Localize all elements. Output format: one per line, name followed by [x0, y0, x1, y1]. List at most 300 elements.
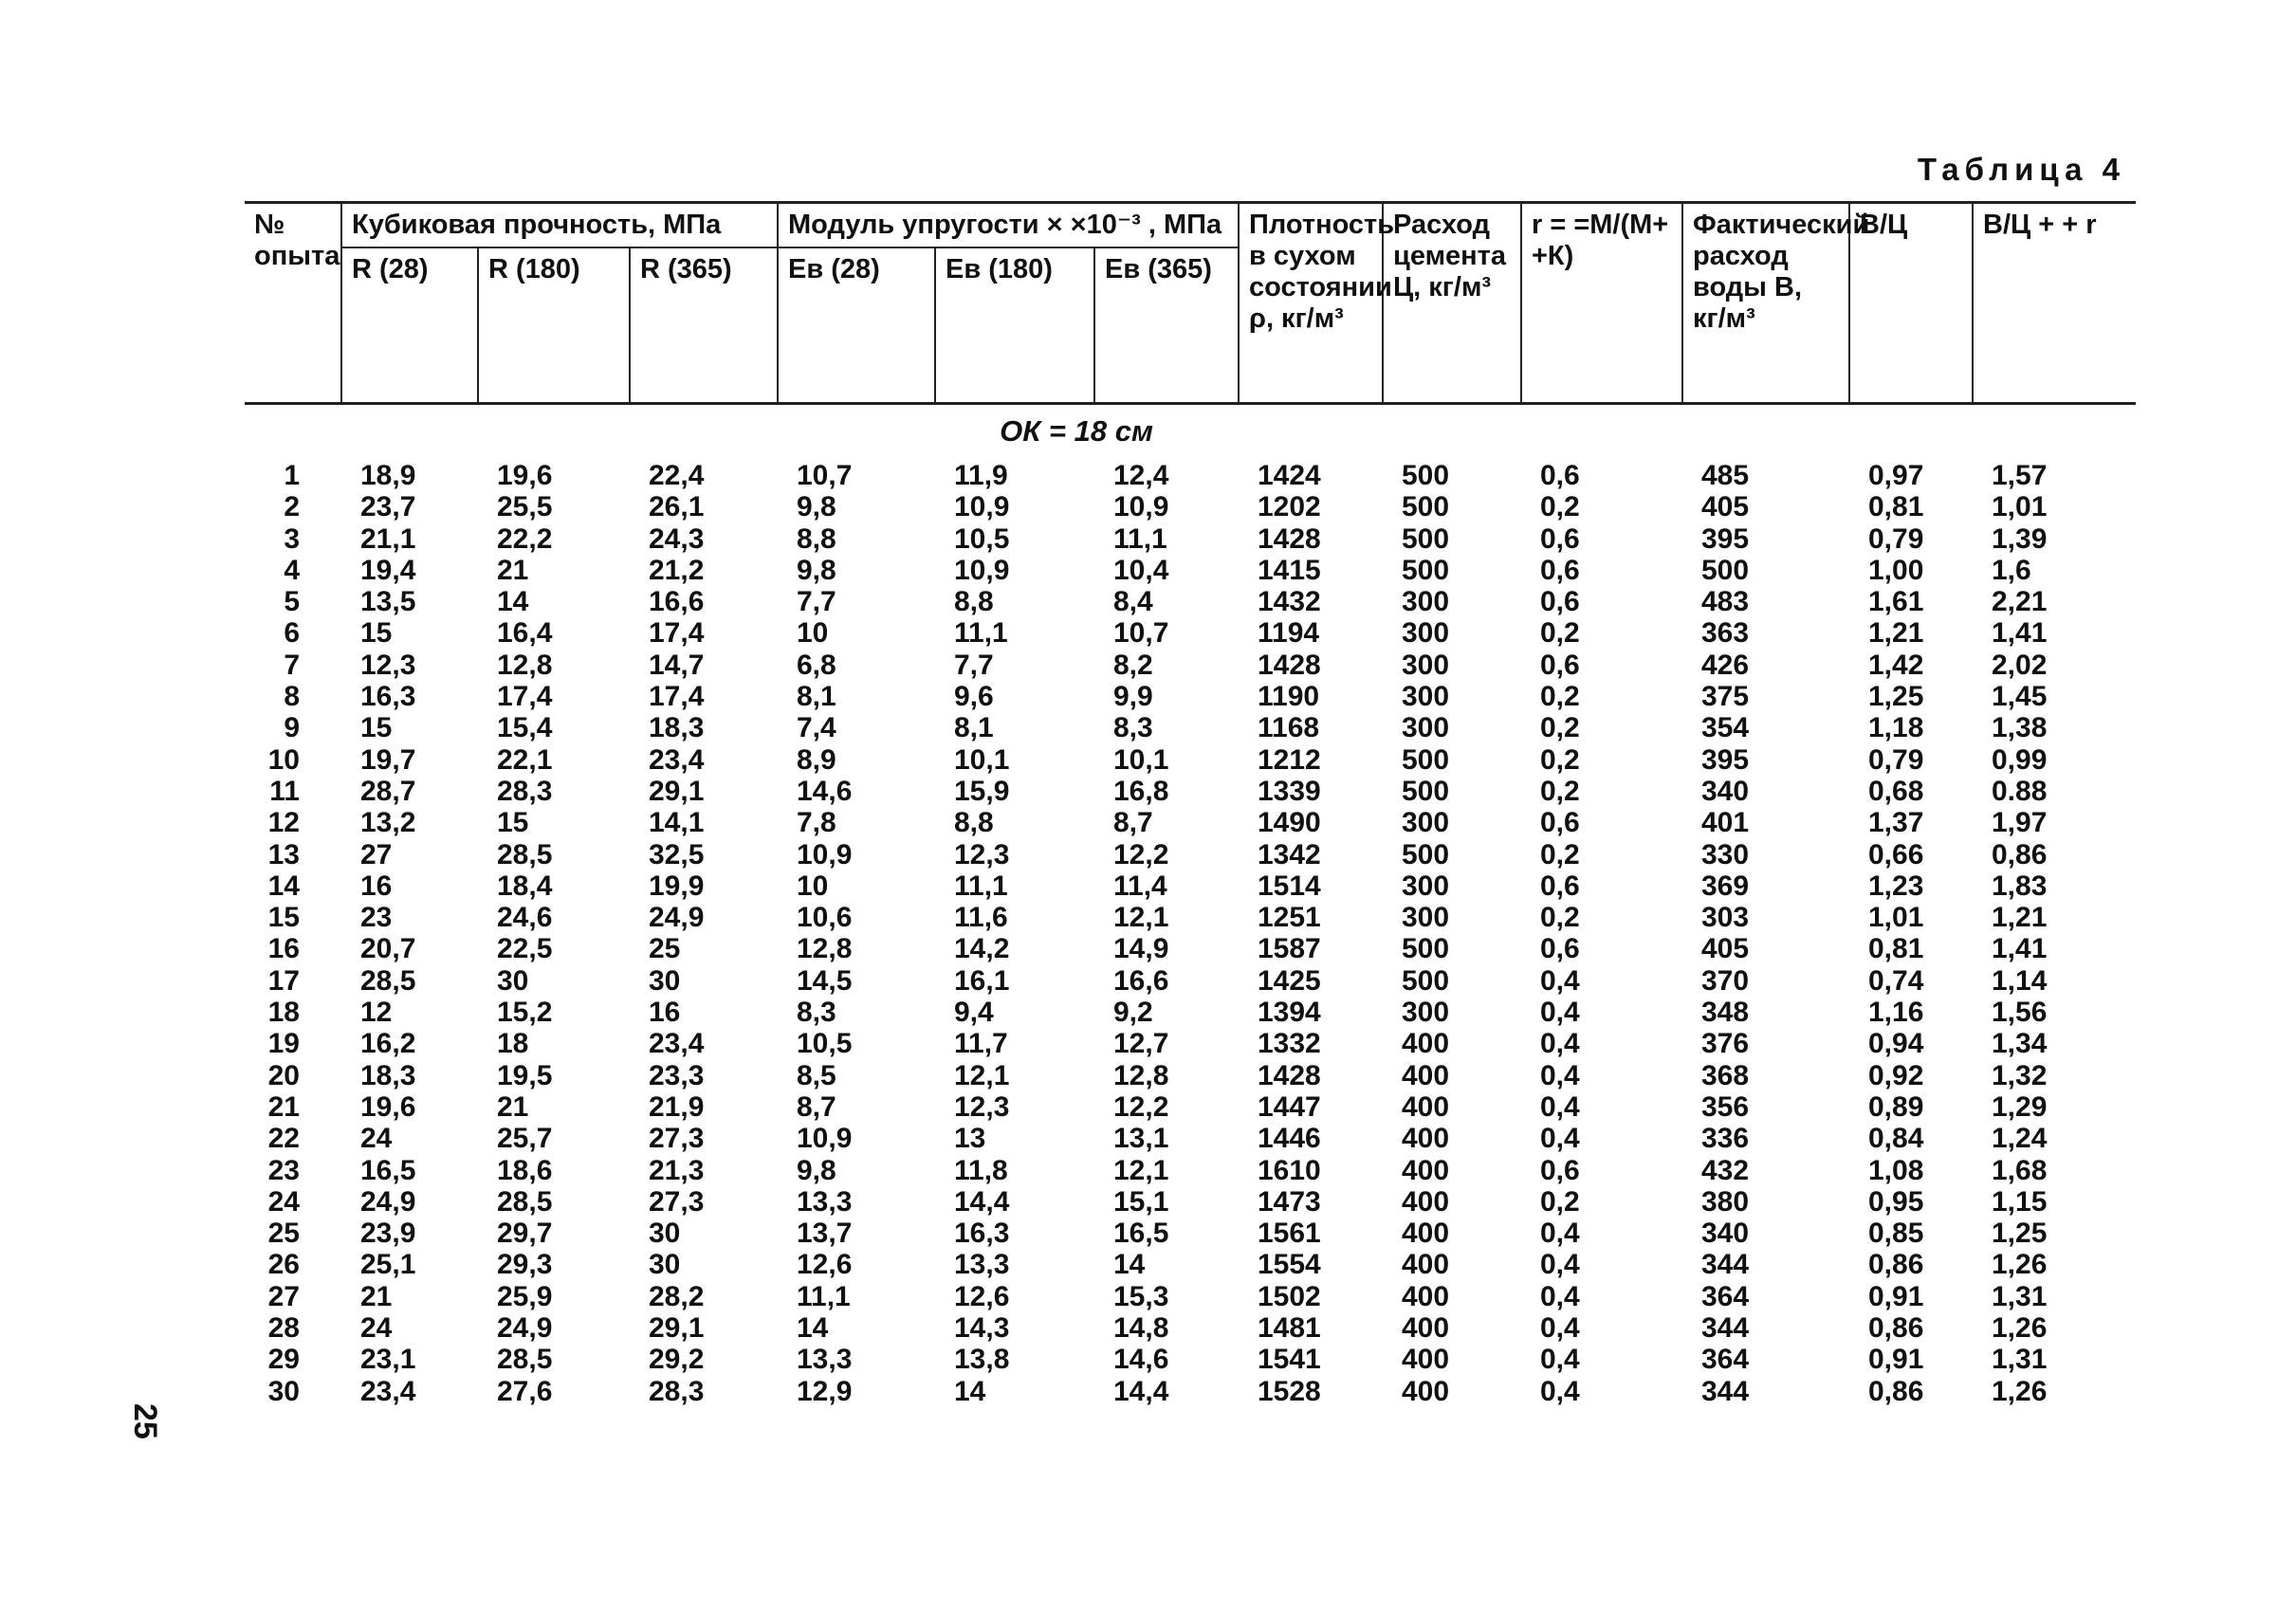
cell-r: 0,6: [1540, 460, 1580, 491]
header-cement: Расход цемента Ц, кг/м³: [1383, 203, 1521, 404]
cell-r180: 15,4: [497, 712, 553, 744]
cell-e365: 10,4: [1113, 554, 1169, 586]
cell-wc-plus-r: 1,38: [1992, 712, 2048, 744]
cell-wc: 0,79: [1868, 522, 1924, 555]
cell-r: 0,2: [1540, 743, 1580, 776]
cell-water: 340: [1701, 775, 1750, 807]
cell-r28: 16,5: [360, 1154, 416, 1186]
cell-no: 13: [267, 838, 300, 870]
cell-wc: 0,74: [1868, 964, 1924, 997]
cell-density: 1332: [1258, 1028, 1321, 1060]
cell-e180: 9,6: [954, 681, 994, 713]
cell-e365: 11,1: [1113, 522, 1167, 555]
cell-water: 344: [1701, 1249, 1750, 1281]
cell-r180: 17,4: [497, 681, 553, 713]
cell-e180: 14,3: [954, 1312, 1010, 1345]
cell-wc-plus-r: 1,26: [1992, 1375, 2048, 1407]
cell-wc: 1,42: [1868, 649, 1924, 681]
cell-r28: 18,9: [360, 460, 416, 491]
header-modulus: Модуль упругости × ×10⁻³ , МПа: [778, 203, 1239, 248]
cell-e180: 11,8: [954, 1154, 1008, 1186]
cell-r365: 17,4: [649, 617, 705, 650]
cell-e180: 11,6: [954, 902, 1008, 934]
cell-e180: 16,3: [954, 1218, 1010, 1250]
cell-e365: 13,1: [1113, 1123, 1169, 1155]
cell-r180: 30: [497, 964, 529, 997]
cell-no: 11: [269, 775, 300, 807]
cell-r180: 19,6: [497, 460, 553, 491]
cell-cement: 300: [1402, 997, 1450, 1029]
cell-r180: 19,5: [497, 1059, 553, 1091]
cell-r: 0,2: [1540, 617, 1580, 650]
cell-wc: 1,23: [1868, 870, 1924, 902]
cell-r180: 16,4: [497, 617, 553, 650]
cell-wc: 1,37: [1868, 807, 1924, 839]
cell-density: 1428: [1258, 649, 1321, 681]
cell-r: 0,6: [1540, 1154, 1580, 1186]
cell-r365: 16,6: [649, 586, 705, 618]
cell-no: 27: [267, 1280, 300, 1312]
cell-e180: 10,9: [954, 554, 1010, 586]
cell-no: 28: [267, 1312, 300, 1345]
cell-r365: 23,4: [649, 1028, 705, 1060]
cell-e365: 11,4: [1113, 870, 1167, 902]
cell-r28: 21,1: [360, 522, 416, 555]
cell-r365: 28,2: [649, 1280, 705, 1312]
cell-r365: 32,5: [649, 838, 705, 870]
cell-r: 0,2: [1540, 838, 1580, 870]
cell-cement: 400: [1402, 1059, 1450, 1091]
cell-wc-plus-r: 1,41: [1992, 933, 2048, 965]
cell-density: 1424: [1258, 460, 1321, 491]
cell-water: 405: [1701, 491, 1750, 523]
cell-r28: 28,7: [360, 775, 416, 807]
table-row: [245, 776, 2136, 807]
cell-density: 1339: [1258, 775, 1321, 807]
cell-water: 500: [1701, 554, 1750, 586]
cell-no: 9: [284, 712, 300, 744]
cell-r28: 24: [360, 1312, 393, 1345]
cell-wc: 0,95: [1868, 1185, 1924, 1218]
cell-r365: 21,9: [649, 1090, 705, 1123]
cell-r28: 18,3: [360, 1059, 416, 1091]
cell-r365: 24,9: [649, 902, 705, 934]
cell-cement: 300: [1402, 681, 1450, 713]
cell-density: 1190: [1258, 681, 1320, 713]
cell-r: 0,2: [1540, 902, 1580, 934]
table-row: [245, 1344, 2136, 1375]
cell-water: 483: [1701, 586, 1750, 618]
cell-e28: 8,3: [797, 997, 836, 1029]
cell-e28: 9,8: [797, 1154, 836, 1186]
cell-cement: 400: [1402, 1249, 1450, 1281]
cell-wc: 0,89: [1868, 1090, 1924, 1123]
page-number: 25: [127, 1403, 163, 1439]
cell-e28: 12,8: [797, 933, 853, 965]
cell-e180: 12,3: [954, 1090, 1010, 1123]
cell-r180: 21: [497, 554, 529, 586]
cell-density: 1447: [1258, 1090, 1321, 1123]
cell-e28: 14: [797, 1312, 829, 1345]
cell-e28: 8,5: [797, 1059, 836, 1091]
cell-r180: 25,5: [497, 491, 553, 523]
cell-e365: 10,1: [1113, 743, 1169, 776]
cell-no: 8: [284, 681, 300, 713]
cell-density: 1481: [1258, 1312, 1321, 1345]
cell-cement: 500: [1402, 491, 1450, 523]
cell-wc-plus-r: 1,15: [1992, 1185, 2048, 1218]
cell-r180: 22,5: [497, 933, 553, 965]
cell-density: 1554: [1258, 1249, 1321, 1281]
data-table-container: [245, 201, 2136, 1407]
cell-r180: 28,3: [497, 775, 553, 807]
cell-no: 24: [267, 1185, 300, 1218]
cell-density: 1394: [1258, 997, 1321, 1029]
cell-density: 1194: [1258, 617, 1320, 650]
cell-r28: 27: [360, 838, 393, 870]
cell-wc: 0,86: [1868, 1312, 1924, 1345]
cell-r28: 13,2: [360, 807, 416, 839]
cell-wc: 1,18: [1868, 712, 1924, 744]
cell-wc-plus-r: 1,31: [1992, 1344, 2048, 1376]
cell-r28: 21: [360, 1280, 393, 1312]
cell-e365: 12,2: [1113, 838, 1169, 870]
cell-cement: 500: [1402, 460, 1450, 491]
cell-r365: 14,7: [649, 649, 705, 681]
cell-r28: 16: [360, 870, 393, 902]
cell-density: 1342: [1258, 838, 1321, 870]
cell-no: 10: [267, 743, 300, 776]
table-row: [245, 1281, 2136, 1312]
cell-r365: 23,3: [649, 1059, 705, 1091]
cell-r180: 24,6: [497, 902, 553, 934]
cell-wc-plus-r: 1,14: [1992, 964, 2048, 997]
table-row: [245, 1249, 2136, 1280]
data-table: [245, 201, 2136, 1407]
table-header: [245, 203, 2136, 404]
cell-r28: 24: [360, 1123, 393, 1155]
cell-r365: 30: [649, 964, 681, 997]
cell-water: 364: [1701, 1280, 1750, 1312]
cell-r180: 14: [497, 586, 529, 618]
cell-cement: 400: [1402, 1218, 1450, 1250]
table-row: [245, 1091, 2136, 1123]
table-row: [245, 870, 2136, 902]
cell-e28: 10: [797, 870, 829, 902]
cell-water: 369: [1701, 870, 1750, 902]
cell-cement: 500: [1402, 522, 1450, 555]
cell-density: 1587: [1258, 933, 1321, 965]
cell-wc-plus-r: 1,39: [1992, 522, 2048, 555]
cell-r: 0,2: [1540, 712, 1580, 744]
cell-e28: 7,7: [797, 586, 836, 618]
cell-r180: 29,3: [497, 1249, 553, 1281]
cell-wc-plus-r: 1,31: [1992, 1280, 2048, 1312]
cell-e365: 16,5: [1113, 1218, 1169, 1250]
cell-e180: 14,4: [954, 1185, 1010, 1218]
cell-wc: 0,86: [1868, 1375, 1924, 1407]
table-row: [245, 902, 2136, 933]
cell-r180: 27,6: [497, 1375, 553, 1407]
cell-no: 3: [284, 522, 300, 555]
cell-e28: 8,9: [797, 743, 836, 776]
cell-r: 0,2: [1540, 775, 1580, 807]
cell-wc: 1,61: [1868, 586, 1924, 618]
cell-r28: 28,5: [360, 964, 416, 997]
table-row: [245, 933, 2136, 964]
cell-density: 1561: [1258, 1218, 1321, 1250]
cell-e28: 10,6: [797, 902, 853, 934]
table-row: [245, 555, 2136, 586]
cell-wc-plus-r: 1,29: [1992, 1090, 2048, 1123]
cell-e365: 16,6: [1113, 964, 1169, 997]
table-row: [245, 807, 2136, 838]
cell-density: 1168: [1258, 712, 1320, 744]
cell-e180: 7,7: [954, 649, 994, 681]
cell-wc-plus-r: 1,6: [1992, 554, 2031, 586]
cell-density: 1202: [1258, 491, 1321, 523]
cell-no: 4: [284, 554, 300, 586]
cell-water: 368: [1701, 1059, 1750, 1091]
cell-r28: 19,6: [360, 1090, 416, 1123]
cell-e28: 7,8: [797, 807, 836, 839]
cell-wc: 0,97: [1868, 460, 1924, 491]
cell-r28: 16,3: [360, 681, 416, 713]
cell-density: 1528: [1258, 1375, 1321, 1407]
subheading-cell: [245, 404, 2136, 461]
cell-e180: 8,8: [954, 807, 994, 839]
cell-r28: 25,1: [360, 1249, 416, 1281]
cell-wc-plus-r: 0,86: [1992, 838, 2048, 870]
cell-cement: 400: [1402, 1185, 1450, 1218]
cell-water: 363: [1701, 617, 1750, 650]
cell-water: 401: [1701, 807, 1750, 839]
cell-cement: 400: [1402, 1154, 1450, 1186]
cell-e28: 10: [797, 617, 829, 650]
cell-no: 30: [267, 1375, 300, 1407]
cell-water: 405: [1701, 933, 1750, 965]
cell-wc: 1,21: [1868, 617, 1924, 650]
cell-r: 0,4: [1540, 964, 1580, 997]
cell-e365: 15,3: [1113, 1280, 1169, 1312]
cell-r: 0,4: [1540, 1028, 1580, 1060]
cell-r365: 23,4: [649, 743, 705, 776]
cell-r365: 24,3: [649, 522, 705, 555]
cell-r28: 19,4: [360, 554, 416, 586]
cell-r365: 30: [649, 1218, 681, 1250]
cell-wc-plus-r: 1,41: [1992, 617, 2048, 650]
cell-wc: 0,66: [1868, 838, 1924, 870]
cell-e180: 15,9: [954, 775, 1010, 807]
cell-e365: 14,6: [1113, 1344, 1169, 1376]
cell-e180: 13,3: [954, 1249, 1010, 1281]
cell-e180: 14,2: [954, 933, 1010, 965]
cell-cement: 300: [1402, 807, 1450, 839]
cell-r180: 22,1: [497, 743, 553, 776]
cell-density: 1425: [1258, 964, 1321, 997]
cell-r: 0,4: [1540, 1090, 1580, 1123]
cell-water: 426: [1701, 649, 1750, 681]
cell-e180: 11,7: [954, 1028, 1008, 1060]
cell-wc: 0,79: [1868, 743, 1924, 776]
cell-e28: 10,5: [797, 1028, 853, 1060]
cell-r28: 19,7: [360, 743, 416, 776]
cell-e180: 11,1: [954, 617, 1008, 650]
cell-r: 0,6: [1540, 649, 1580, 681]
cell-r: 0,6: [1540, 554, 1580, 586]
header-e180: Eв (180): [935, 247, 1094, 404]
cell-no: 19: [267, 1028, 300, 1060]
cell-r28: 15: [360, 617, 393, 650]
cell-e365: 12,7: [1113, 1028, 1169, 1060]
cell-e28: 13,3: [797, 1344, 853, 1376]
cell-r180: 15,2: [497, 997, 553, 1029]
cell-r365: 25: [649, 933, 681, 965]
header-no: № опыта: [245, 203, 341, 404]
cell-cement: 300: [1402, 586, 1450, 618]
table-row: [245, 1060, 2136, 1091]
cell-cement: 400: [1402, 1123, 1450, 1155]
cell-water: 340: [1701, 1218, 1750, 1250]
cell-e180: 12,6: [954, 1280, 1010, 1312]
cell-r180: 28,5: [497, 838, 553, 870]
cell-no: 18: [267, 997, 300, 1029]
cell-e365: 12,2: [1113, 1090, 1169, 1123]
cell-r365: 17,4: [649, 681, 705, 713]
cell-wc: 0,81: [1868, 933, 1924, 965]
cell-wc-plus-r: 1,83: [1992, 870, 2048, 902]
cell-no: 21: [267, 1090, 300, 1123]
cell-cement: 300: [1402, 870, 1450, 902]
cell-r365: 29,1: [649, 1312, 705, 1345]
table-caption: Таблица 4: [1917, 152, 2125, 187]
cell-r: 0,4: [1540, 1312, 1580, 1345]
cell-wc-plus-r: 1,26: [1992, 1312, 2048, 1345]
cell-e180: 8,8: [954, 586, 994, 618]
cell-r: 0,4: [1540, 1249, 1580, 1281]
cell-r180: 28,5: [497, 1344, 553, 1376]
table-row: [245, 523, 2136, 555]
cell-wc-plus-r: 2,21: [1992, 586, 2048, 618]
cell-r180: 29,7: [497, 1218, 553, 1250]
header-r365: R (365): [630, 247, 778, 404]
cell-e365: 12,4: [1113, 460, 1169, 491]
cell-e28: 14,5: [797, 964, 853, 997]
cell-cement: 500: [1402, 933, 1450, 965]
cell-e365: 14,9: [1113, 933, 1169, 965]
table-row: [245, 744, 2136, 776]
cell-wc: 0,84: [1868, 1123, 1924, 1155]
table-row: [245, 1123, 2136, 1154]
cell-wc: 1,01: [1868, 902, 1924, 934]
cell-r: 0,2: [1540, 1185, 1580, 1218]
cell-water: 485: [1701, 460, 1750, 491]
cell-water: 395: [1701, 743, 1750, 776]
cell-r: 0,4: [1540, 1123, 1580, 1155]
cell-e365: 10,9: [1113, 491, 1169, 523]
cell-no: 15: [267, 902, 300, 934]
cell-water: 380: [1701, 1185, 1750, 1218]
cell-water: 395: [1701, 522, 1750, 555]
cell-r365: 26,1: [649, 491, 705, 523]
cell-e180: 10,5: [954, 522, 1010, 555]
cell-water: 376: [1701, 1028, 1750, 1060]
table-row: [245, 1376, 2136, 1407]
cell-wc: 1,25: [1868, 681, 1924, 713]
cell-r365: 29,1: [649, 775, 705, 807]
cell-e28: 8,1: [797, 681, 836, 713]
cell-no: 12: [267, 807, 300, 839]
cell-r28: 23,7: [360, 491, 416, 523]
cell-water: 370: [1701, 964, 1750, 997]
cell-e28: 14,6: [797, 775, 853, 807]
header-r180: R (180): [478, 247, 630, 404]
cell-wc-plus-r: 1,25: [1992, 1218, 2048, 1250]
cell-e365: 8,3: [1113, 712, 1153, 744]
cell-e365: 8,4: [1113, 586, 1153, 618]
cell-wc-plus-r: 1,56: [1992, 997, 2048, 1029]
cell-r180: 25,7: [497, 1123, 553, 1155]
cell-r28: 12: [360, 997, 393, 1029]
cell-density: 1610: [1258, 1154, 1321, 1186]
cell-wc: 0,86: [1868, 1249, 1924, 1281]
cell-no: 6: [284, 617, 300, 650]
cell-r28: 23: [360, 902, 393, 934]
cell-no: 17: [267, 964, 300, 997]
cell-r180: 18,6: [497, 1154, 553, 1186]
table-row: [245, 1028, 2136, 1059]
cell-cement: 400: [1402, 1280, 1450, 1312]
cell-cement: 400: [1402, 1028, 1450, 1060]
cell-e365: 12,1: [1113, 1154, 1169, 1186]
cell-e180: 12,3: [954, 838, 1010, 870]
cell-e180: 10,9: [954, 491, 1010, 523]
cell-e28: 13,3: [797, 1185, 853, 1218]
header-cube-strength: Кубиковая прочность, МПа: [341, 203, 778, 248]
cell-r: 0,2: [1540, 681, 1580, 713]
cell-cement: 400: [1402, 1344, 1450, 1376]
cell-e28: 12,9: [797, 1375, 853, 1407]
cell-density: 1428: [1258, 522, 1321, 555]
cell-e365: 14,8: [1113, 1312, 1169, 1345]
cell-r28: 13,5: [360, 586, 416, 618]
cell-density: 1473: [1258, 1185, 1321, 1218]
cell-wc-plus-r: 1,21: [1992, 902, 2048, 934]
cell-cement: 500: [1402, 775, 1450, 807]
cell-r365: 27,3: [649, 1185, 705, 1218]
cell-density: 1541: [1258, 1344, 1321, 1376]
cell-cement: 500: [1402, 964, 1450, 997]
cell-cement: 400: [1402, 1090, 1450, 1123]
cell-e365: 9,2: [1113, 997, 1153, 1029]
cell-r: 0,6: [1540, 807, 1580, 839]
cell-r: 0,4: [1540, 1059, 1580, 1091]
table-row: [245, 681, 2136, 712]
cell-no: 26: [267, 1249, 300, 1281]
table-row: [245, 1218, 2136, 1249]
cell-density: 1446: [1258, 1123, 1321, 1155]
cell-r365: 21,3: [649, 1154, 705, 1186]
cell-r: 0,2: [1540, 491, 1580, 523]
cell-cement: 500: [1402, 838, 1450, 870]
cell-density: 1514: [1258, 870, 1321, 902]
table-row: [245, 460, 2136, 491]
cell-cement: 500: [1402, 743, 1450, 776]
cell-e365: 14,4: [1113, 1375, 1169, 1407]
cell-r: 0,4: [1540, 997, 1580, 1029]
table-body: [245, 460, 2136, 1407]
cell-r: 0,6: [1540, 522, 1580, 555]
